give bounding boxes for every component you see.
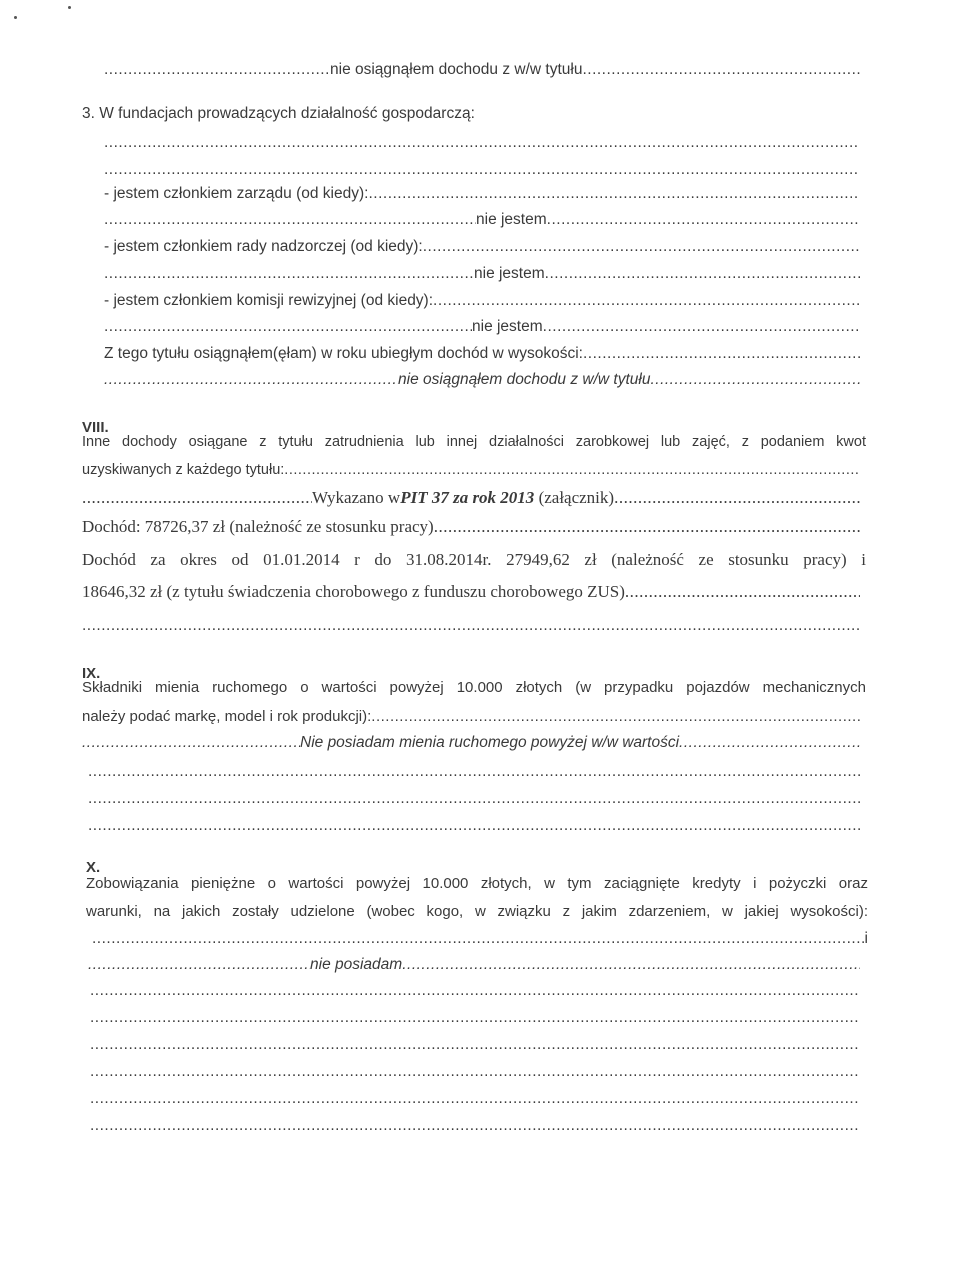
income-answer-line [104,60,860,80]
annual-income-answer: nie osiągnąłem dochodu z w/w tytułu [398,371,651,388]
liabilities-answer-line [88,955,860,975]
liabilities-answer: nie posiadam [310,956,403,973]
board-member-label: - jestem członkiem zarządu (od kiedy): [104,185,369,202]
pit-attachment-suffix: (załącznik) [534,488,615,507]
section-ix-heading: IX. [82,665,101,682]
supervisory-board-label: - jestem członkiem rady nadzorczej (od kiedy): [104,238,423,255]
movable-property-answer: Nie posiadam mienia ruchomego powyżej w/w wartości [300,734,680,751]
liabilities-dotted-line [92,929,868,949]
blank-line [90,1035,860,1055]
blank-line [104,133,860,153]
annual-income-label: Z tego tytułu osiągnąłem(ęłam) w roku ubiegłym dochód w wysokości: [104,345,583,362]
blank-line [104,160,860,180]
blank-line [88,789,860,809]
supervisory-board-field [104,237,860,257]
supervisory-board-answer: nie jestem [474,265,545,282]
scan-speck [68,6,71,9]
income-period-cont-line [82,582,860,602]
income-answer: nie osiągnąłem dochodu z w/w tytułu [330,61,583,78]
board-member-answer-line [104,210,860,230]
audit-committee-answer: nie jestem [472,318,543,335]
section-x-description-cont: warunki, na jakich zostały udzielone (wobec kogo, w związku z jakim zdarzeniem, w jakiej wysokości): [86,903,868,920]
movable-property-answer-line [82,733,860,753]
blank-line [88,816,860,836]
section-x-description: Zobowiązania pieniężne o wartości powyżej 10.000 złotych, w tym zaciągnięte kredyty i pożyczki oraz [86,875,868,892]
income-employment: Dochód: 78726,37 zł (należność ze stosunku pracy) [82,517,434,536]
section-ix-description-end: należy podać markę, model i rok produkcji): [82,708,372,725]
scan-speck [14,16,17,19]
supervisory-board-answer-line [104,264,860,284]
audit-committee-label: - jestem członkiem komisji rewizyjnej (od kiedy): [104,292,434,309]
blank-line [90,1116,860,1136]
board-member-field [104,184,860,204]
blank-line [90,1089,860,1109]
income-period-cont: 18646,32 zł (z tytułu świadczenia chorobowego z funduszu chorobowego ZUS) [82,582,625,601]
section-ix-description: Składniki mienia ruchomego o wartości powyżej 10.000 złotych (w przypadku pojazdów mechanicznych [82,679,866,696]
pit-attachment-line [82,488,860,508]
pit-attachment-prefix: Wykazano w [312,488,401,507]
annual-income-answer-line [104,370,860,390]
section-x-heading: X. [86,859,101,876]
audit-committee-answer-line [104,317,860,337]
blank-line [90,981,860,1001]
blank-line [90,1062,860,1082]
blank-line [90,1008,860,1028]
liabilities-end-mark: i [864,930,868,947]
pit-form-reference: PIT 37 za rok 2013 [400,488,535,507]
blank-line [88,762,860,782]
section-viii-heading: VIII. [82,419,109,436]
income-employment-line [82,517,860,537]
section-ix-description-cont [82,707,860,727]
annual-income-field [104,344,860,364]
section-viii-description-end: uzyskiwanych z każdego tytułu: [82,462,285,478]
foundations-item: 3. W fundacjach prowadzących działalność gospodarczą: [82,105,475,122]
section-viii-description: Inne dochody osiągane z tytułu zatrudnienia lub innej działalności zarobkowej lub zajęć, z podaniem kwot [82,434,866,450]
audit-committee-field [104,291,860,311]
income-period-line: Dochód za okres od 01.01.2014 r do 31.08.2014r. 27949,62 zł (należność ze stosunku pracy) i [82,550,866,569]
blank-line [82,616,860,636]
board-member-answer: nie jestem [476,211,547,228]
section-viii-description-cont [82,460,860,480]
